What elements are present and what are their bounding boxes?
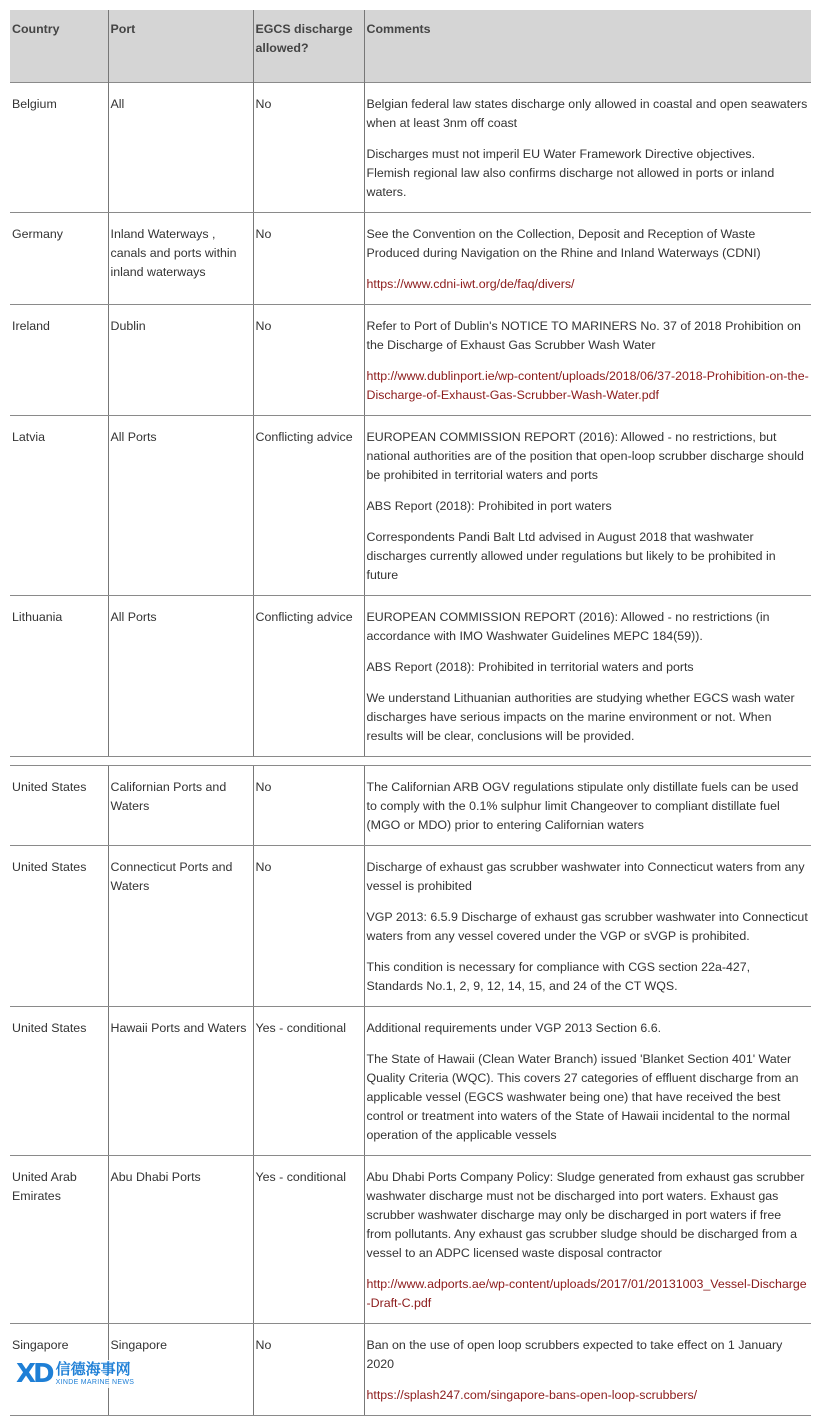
country-cell: Germany [10, 213, 108, 305]
egcs-discharge-table [10, 10, 811, 1416]
table-row [10, 1007, 811, 1156]
egcs-allowed-cell: Conflicting advice [253, 596, 364, 757]
table-row [10, 83, 811, 213]
egcs-allowed-cell: No [253, 305, 364, 416]
port-cell: All [108, 83, 253, 213]
table-row [10, 766, 811, 846]
country-cell: Belgium [10, 83, 108, 213]
country-cell: United States [10, 1007, 108, 1156]
comment-paragraph: The Californian ARB OGV regulations stipulate only distillate fuels can be used to comply with the 0.1% sulphur limit Changeover to compliant distillate fuel (MGO or MDO) prior to entering Californian waters [366, 780, 799, 832]
comment-paragraph: ABS Report (2018): Prohibited in port waters [366, 499, 612, 513]
country-cell: Latvia [10, 416, 108, 596]
country-cell: Singapore [10, 1324, 108, 1416]
comment-paragraph: Discharge of exhaust gas scrubber washwater into Connecticut waters from any vessel is prohibited [366, 860, 805, 893]
comment-link-paragraph [367, 1386, 810, 1405]
reference-link[interactable]: https://splash247.com/singapore-bans-open-loop-scrubbers/ [366, 1388, 698, 1402]
logo-text [56, 1362, 135, 1387]
comment-link-paragraph [367, 275, 810, 294]
port-cell: Hawaii Ports and Waters [108, 1007, 253, 1156]
comments-cell [364, 305, 811, 416]
comment-link-paragraph [367, 367, 810, 405]
port-cell: Connecticut Ports and Waters [108, 846, 253, 1007]
table-row [10, 596, 811, 757]
comment-paragraph: ABS Report (2018): Prohibited in territorial waters and ports [366, 660, 694, 674]
country-cell: Lithuania [10, 596, 108, 757]
reference-link[interactable]: https://www.cdni-iwt.org/de/faq/divers/ [366, 277, 575, 291]
port-cell: Dublin [108, 305, 253, 416]
header-country: Country [10, 10, 108, 83]
table-body [10, 83, 811, 1416]
comment-paragraph: Refer to Port of Dublin's NOTICE TO MARINERS No. 37 of 2018 Prohibition on the Discharge of Exhaust Gas Scrubber Wash Water [366, 319, 801, 352]
table-row [10, 1156, 811, 1324]
egcs-allowed-cell: Conflicting advice [253, 416, 364, 596]
table-row [10, 213, 811, 305]
country-cell: United Arab Emirates [10, 1156, 108, 1324]
comment-paragraph: Discharges must not imperil EU Water Framework Directive objectives. Flemish regional law also confirms discharge not allowed in ports or inland waters. [366, 147, 775, 199]
egcs-allowed-cell: Yes - conditional [253, 1156, 364, 1324]
port-cell: All Ports [108, 416, 253, 596]
country-cell: Ireland [10, 305, 108, 416]
header-port: Port [108, 10, 253, 83]
port-cell: Californian Ports and Waters [108, 766, 253, 846]
table-row [10, 305, 811, 416]
comment-paragraph: VGP 2013: 6.5.9 Discharge of exhaust gas scrubber washwater into Connecticut waters from any vessel covered under the VGP or sVGP is prohibited. [366, 910, 808, 943]
egcs-allowed-cell: No [253, 83, 364, 213]
port-cell: Singapore [108, 1324, 253, 1416]
port-cell: Inland Waterways , canals and ports within inland waterways [108, 213, 253, 305]
comments-cell [364, 83, 811, 213]
comment-paragraph: This condition is necessary for compliance with CGS section 22a-427, Standards No.1, 2, 9, 12, 14, 15, and 24 of the CT WQS. [366, 960, 751, 993]
comments-cell [364, 766, 811, 846]
comment-paragraph: We understand Lithuanian authorities are studying whether EGCS wash water discharges have serious impacts on the marine environment or not. When results will be clear, conclusions will be provided. [366, 691, 795, 743]
comment-paragraph: The State of Hawaii (Clean Water Branch) issued 'Blanket Section 401' Water Quality Criteria (WQC). This covers 27 categories of effluent discharge from an applicable vessel (EGCS washwater being one) that have received the best control or treatment into waters of the State of Hawaii incidental to the normal operation of the applicable vessels [366, 1052, 799, 1142]
comment-paragraph: Abu Dhabi Ports Company Policy: Sludge generated from exhaust gas scrubber washwater discharge must not be discharged into port waters. Exhaust gas scrubber washwater discharge may only be discharged in port waters if free from pollutants. Any exhaust gas scrubber sludge should be discharged from a vessel to an ADPC licensed waste disposal contractor [366, 1170, 805, 1260]
comment-paragraph: EUROPEAN COMMISSION REPORT (2016): Allowed - no restrictions, but national authorities are of the position that open-loop scrubber discharge should be prohibited in territorial waters and ports [366, 430, 804, 482]
comments-cell [364, 1007, 811, 1156]
comments-cell [364, 1324, 811, 1416]
port-cell: Abu Dhabi Ports [108, 1156, 253, 1324]
logo-english-text: XINDE MARINE NEWS [55, 1378, 135, 1386]
spacer-cell [10, 757, 811, 766]
comments-cell [364, 596, 811, 757]
comment-paragraph: See the Convention on the Collection, Deposit and Reception of Waste Produced during Navigation on the Rhine and Inland Waterways (CDNI) [366, 227, 761, 260]
port-cell: All Ports [108, 596, 253, 757]
reference-link[interactable]: http://www.dublinport.ie/wp-content/uploads/2018/06/37-2018-Prohibition-on-the-Discharge-of-Exhaust-Gas-Scrubber-Wash-Water.pdf [366, 369, 809, 402]
egcs-allowed-cell: No [253, 213, 364, 305]
egcs-allowed-cell: No [253, 846, 364, 1007]
regulations-table-frame [10, 10, 811, 1402]
comment-paragraph: EUROPEAN COMMISSION REPORT (2016): Allowed - no restrictions (in accordance with IMO Washwater Guidelines MEPC 184(59)). [366, 610, 770, 643]
comments-cell [364, 1156, 811, 1324]
comment-paragraph: Ban on the use of open loop scrubbers expected to take effect on 1 January 2020 [366, 1338, 783, 1371]
country-cell: United States [10, 766, 108, 846]
xinde-watermark-logo [12, 1360, 138, 1388]
egcs-allowed-cell: No [253, 766, 364, 846]
header-egcs-allowed: EGCS discharge allowed? [253, 10, 364, 83]
comment-paragraph: Correspondents Pandi Balt Ltd advised in August 2018 that washwater discharges currently allowed under regulations but likely to be prohibited in future [366, 530, 776, 582]
comments-cell [364, 213, 811, 305]
table-row [10, 416, 811, 596]
country-cell: United States [10, 846, 108, 1007]
logo-chinese-text: 信德海事网 [55, 1360, 131, 1378]
comment-paragraph: Belgian federal law states discharge only allowed in coastal and open seawaters when at least 3nm off coast [366, 97, 808, 130]
reference-link[interactable]: http://www.adports.ae/wp-content/uploads/2017/01/20131003_Vessel-Discharge-Draft-C.pdf [366, 1277, 807, 1310]
header-comments: Comments [364, 10, 811, 83]
section-spacer [10, 757, 811, 766]
comments-cell [364, 846, 811, 1007]
comment-paragraph: Additional requirements under VGP 2013 Section 6.6. [366, 1021, 662, 1035]
table-row [10, 846, 811, 1007]
egcs-allowed-cell: No [253, 1324, 364, 1416]
comment-link-paragraph [367, 1275, 810, 1313]
table-header-row [10, 10, 811, 83]
comments-cell [364, 416, 811, 596]
xd-logo-icon: XD [16, 1359, 52, 1389]
egcs-allowed-cell: Yes - conditional [253, 1007, 364, 1156]
